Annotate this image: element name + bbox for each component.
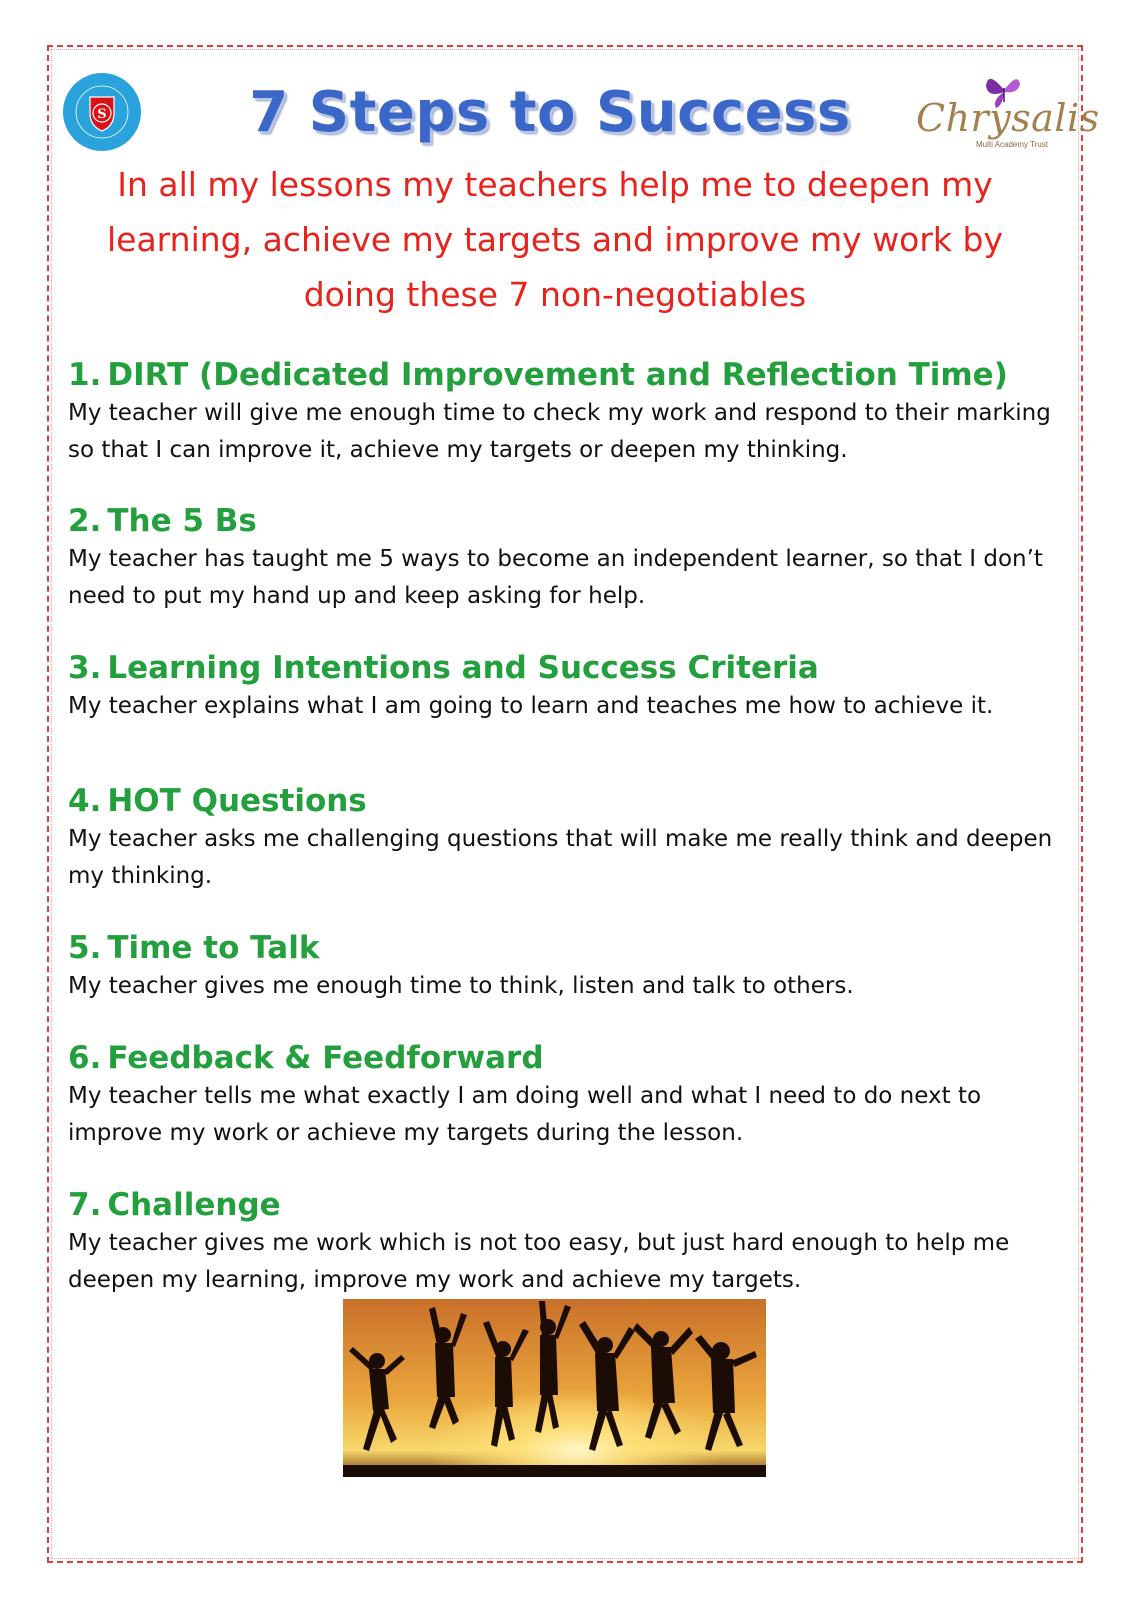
step-number: 5. — [68, 930, 102, 966]
step-description: My teacher has taught me 5 ways to become an independent learner, so that I don’t need to put my hand up and keep asking for help. — [68, 546, 1043, 609]
step-title: Learning Intentions and Success Criteria — [107, 650, 819, 686]
step-description: My teacher asks me challenging questions that will make me really think and deepen my thinking. — [68, 826, 1053, 889]
trust-logo — [910, 68, 1100, 158]
step-description: My teacher gives me enough time to think, listen and talk to others. — [68, 973, 854, 999]
step-description: My teacher will give me enough time to check my work and respond to their marking so that I can improve it, achieve my targets or deepen my thinking. — [68, 400, 1051, 463]
step-number: 4. — [68, 783, 102, 819]
step-3 — [68, 648, 1058, 725]
step-heading — [68, 928, 1058, 968]
intro-statement: In all my lessons my teachers help me to deepen my learning, achieve my targets and improve my work by doing these 7 non-negotiables — [106, 165, 1004, 314]
step-1 — [68, 355, 1058, 469]
step-heading — [68, 355, 1058, 395]
trust-tagline: Multi Academy Trust — [976, 140, 1049, 149]
page-title: 7 Steps to Success — [249, 80, 851, 145]
jumping-silhouettes-image — [343, 1299, 766, 1477]
step-number: 3. — [68, 650, 102, 686]
step-number: 1. — [68, 357, 102, 393]
step-title: DIRT (Dedicated Improvement and Reflection Time) — [107, 357, 1008, 393]
trust-name: Chrysalis — [916, 96, 1100, 140]
step-title: Time to Talk — [107, 930, 320, 966]
step-heading — [68, 501, 1058, 541]
step-heading — [68, 1038, 1058, 1078]
step-description: My teacher tells me what exactly I am doing well and what I need to do next to improve my work or achieve my targets during the lesson. — [68, 1083, 982, 1146]
step-number: 2. — [68, 503, 102, 539]
school-crest-icon — [63, 73, 141, 151]
step-6 — [68, 1038, 1058, 1152]
svg-text:S: S — [97, 107, 107, 122]
step-5 — [68, 928, 1058, 1005]
step-title: Feedback & Feedforward — [107, 1040, 544, 1076]
step-number: 7. — [68, 1187, 102, 1223]
step-heading — [68, 1185, 1058, 1225]
step-heading — [68, 781, 1058, 821]
step-title: The 5 Bs — [107, 503, 257, 539]
step-title: HOT Questions — [107, 783, 367, 819]
step-7 — [68, 1185, 1058, 1299]
step-2 — [68, 501, 1058, 615]
step-heading — [68, 648, 1058, 688]
step-description: My teacher gives me work which is not too easy, but just hard enough to help me deepen my learning, improve my work and achieve my targets. — [68, 1230, 1010, 1293]
step-number: 6. — [68, 1040, 102, 1076]
step-title: Challenge — [107, 1187, 281, 1223]
step-4 — [68, 781, 1058, 895]
step-description: My teacher explains what I am going to learn and teaches me how to achieve it. — [68, 693, 994, 719]
